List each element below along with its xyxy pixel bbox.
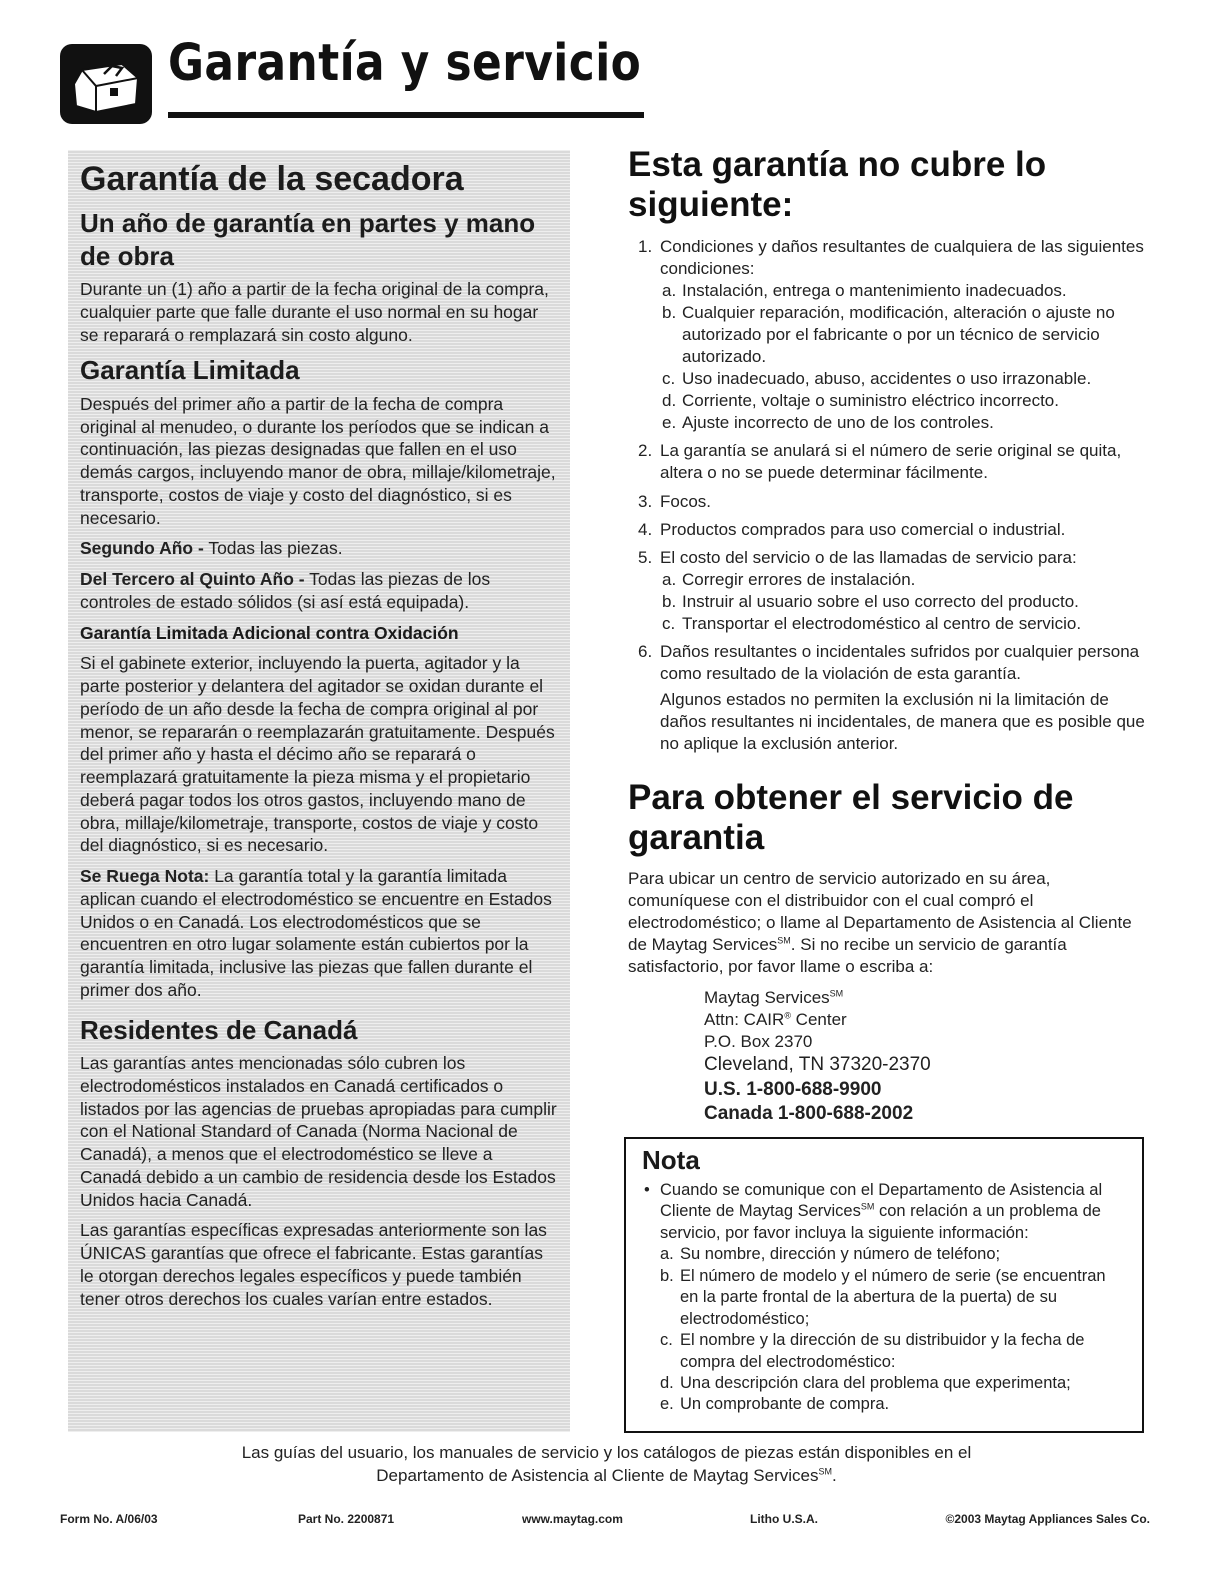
canada-text-1: Las garantías antes mencionadas sólo cubren los electrodomésticos instalados en Canadá certificados o listados por las agencias de pruebas apropiadas para cumplir con el National Standard of Canada (Norma Nacional de Canadá), a menos que el electrodoméstico se lleve a Canadá debido a un cambio de residencia desde los Estados Unidos hacia Canadá. — [80, 1053, 557, 1210]
exclusion-subitem: d. Corriente, voltaje o suministro eléctrico incorrecto. — [662, 391, 1059, 411]
nota-box — [624, 1137, 1144, 1433]
form-number: Form No. A/06/03 — [60, 1512, 158, 1526]
exclusion-subitem: a. Instalación, entrega o mantenimiento inadecuados. — [662, 280, 1067, 300]
please-note-label: Se Ruega Nota: — [80, 866, 210, 886]
exclusion-item — [620, 236, 1150, 435]
service-text-b: . Si no recibe un servicio de garantía satisfactorio, por favor llame o escriba a: — [628, 935, 1067, 977]
nota-item: b. El número de modelo y el número de serie (se encuentran en la parte frontal de la abertura de la puerta) de su electrodoméstico; — [660, 1266, 1106, 1328]
exclusion-text: Daños resultantes o incidentales sufridos por cualquier persona como resultado de la violación de esta garantía. — [660, 642, 1140, 684]
bullet-icon: • — [644, 1181, 650, 1199]
address-name: Maytag Services℠ — [704, 987, 844, 1007]
exclusions-list — [620, 236, 1150, 686]
nota-title: Nota — [642, 1145, 700, 1175]
third-fifth-year-detail: Todas las piezas de los controles de estado sólidos (si así está equipada). — [80, 569, 491, 612]
rust-warranty-heading: Garantía Limitada Adicional contra Oxidación — [80, 622, 459, 643]
nota-item: c. El nombre y la dirección de su distribuidor y la fecha de compra del electrodoméstico: — [660, 1331, 1085, 1371]
second-year-detail: Todas las piezas. — [203, 538, 343, 559]
website-link[interactable]: www.maytag.com — [522, 1512, 623, 1526]
nota-item: d. Una descripción clara del problema que experimenta; — [660, 1373, 1071, 1392]
exclusion-subitem: c. Uso inadecuado, abuso, accidentes o uso irrazonable. — [662, 369, 1092, 389]
address-city: Cleveland, TN 37320-2370 — [704, 1053, 931, 1075]
exclusion-text: El costo del servicio o de las llamadas de servicio para: — [660, 547, 1077, 567]
third-fifth-year-text — [80, 568, 558, 614]
toolbox-icon — [60, 44, 152, 124]
exclusion-number: 2. — [638, 441, 653, 461]
second-year-text — [80, 537, 558, 560]
exclusion-item — [620, 547, 1150, 635]
phone-canada: Canada 1-800-688-2002 — [704, 1103, 914, 1125]
exclusion-text: Condiciones y daños resultantes de cualquiera de las siguientes condiciones: — [660, 236, 1144, 278]
please-note-detail: La garantía total y la garantía limitada aplican cuando el electrodoméstico se encuentre en Estados Unidos o en Canadá. Los electrodomésticos que se encuentren en otro lugar solamente están cubiertos por la garantía limitada, inclusive las piezas que fallen durante el primer dos año. — [80, 866, 552, 1000]
exclusion-text: Productos comprados para uso comercial o industrial. — [660, 519, 1066, 539]
exclusion-sublist — [660, 569, 1150, 635]
litho-text: Litho U.S.A. — [750, 1512, 818, 1526]
exclusion-number: 1. — [638, 236, 653, 256]
sm-mark: SM — [777, 935, 791, 946]
address-box: P.O. Box 2370 — [704, 1031, 813, 1051]
service-address — [704, 987, 1150, 1127]
exclusion-text: La garantía se anulará si el número de serie original se quita, altera o no se puede determinar fácilmente. — [660, 441, 1122, 483]
nota-item: e. Un comprobante de compra. — [660, 1395, 890, 1414]
limited-warranty-heading: Garantía Limitada — [80, 355, 300, 386]
service-heading: Para obtener el servicio de garantia — [628, 777, 1074, 857]
nota-item: a. Su nombre, dirección y número de teléfono; — [660, 1245, 1001, 1264]
exclusion-number: 6. — [638, 642, 653, 662]
second-year-label: Segundo Año - — [80, 538, 204, 559]
third-fifth-year-label: Del Tercero al Quinto Año - — [80, 569, 305, 589]
address-attn: Attn: CAIR® Center — [704, 1009, 847, 1029]
dryer-warranty-panel — [68, 150, 570, 1432]
nota-list — [642, 1244, 1128, 1416]
exclusion-text: Focos. — [660, 491, 712, 511]
phone-us: U.S. 1-800-688-9900 — [704, 1078, 882, 1100]
service-text-a: Para ubicar un centro de servicio autorizado en su área, comuníquese con el distribuidor con el cual compró el electrodoméstico; o llame al Departamento de Asistencia al Cliente de Maytag Services — [628, 869, 1132, 955]
exclusions-note: Algunos estados no permiten la exclusión ni la limitación de daños resultantes ni incidentales, de manera que es posible que no aplique la exclusión anterior. — [660, 690, 1145, 754]
page-title: Garantía y servicio — [168, 34, 642, 93]
copyright-text: ©2003 Maytag Appliances Sales Co. — [945, 1512, 1150, 1526]
footer-line-2: Departamento de Asistencia al Cliente de Maytag Services℠. — [376, 1465, 837, 1485]
exclusion-number: 4. — [638, 519, 653, 539]
dryer-warranty-heading: Garantía de la secadora — [80, 160, 464, 198]
canada-heading: Residentes de Canadá — [80, 1014, 358, 1045]
limited-warranty-text: Después del primer año a partir de la fecha de compra original al menudeo, o durante los períodos que se indican a continuación, las piezas designadas que fallen en el uso demás cargos, incluyendo manor de obra, millaje/kilometraje, transporte, costos de viaje y costo del diagnóstico, si es necesario. — [80, 393, 556, 528]
exclusion-number: 3. — [638, 491, 653, 511]
exclusion-subitem: b. Instruir al usuario sobre el uso correcto del producto. — [662, 591, 1079, 611]
canada-text-2: Las garantías específicas expresadas anteriormente son las ÚNICAS garantías que ofrece el fabricante. Estas garantías le otorgan derechos legales específicos y puede también tener otros derechos los cuales varían entre estados. — [80, 1220, 547, 1309]
title-rule — [168, 112, 644, 118]
one-year-heading: Un año de garantía en partes y mano de obra — [80, 208, 536, 271]
exclusion-subitem: c. Transportar el electrodoméstico al centro de servicio. — [662, 614, 1082, 633]
nota-bullet: • Cuando se comunique con el Departamento de Asistencia al Cliente de Maytag Services℠ con relación a un problema de servicio, por favor incluya la siguiente información: — [644, 1181, 1103, 1242]
footer-bar — [60, 1512, 1150, 1532]
exclusion-sublist — [660, 280, 1150, 435]
exclusion-item — [620, 491, 1150, 513]
exclusion-subitem: e. Ajuste incorrecto de uno de los controles. — [662, 413, 994, 433]
exclusion-subitem: a. Corregir errores de instalación. — [662, 569, 916, 589]
exclusion-item — [620, 641, 1150, 685]
please-note-text — [80, 865, 558, 1002]
page-header — [60, 34, 642, 120]
footer-note — [0, 1442, 1213, 1488]
right-column — [620, 145, 1150, 1127]
exclusion-item — [620, 440, 1150, 484]
exclusion-number: 5. — [638, 547, 653, 567]
exclusion-item — [620, 519, 1150, 541]
service-text — [628, 868, 1150, 978]
footer-line-1: Las guías del usuario, los manuales de servicio y los catálogos de piezas están disponibles en el — [241, 1443, 972, 1462]
exclusions-heading: Esta garantía no cubre lo siguiente: — [628, 145, 1047, 225]
exclusion-subitem: b. Cualquier reparación, modificación, alteración o ajuste no autorizado por el fabricante o por un técnico de servicio autorizado. — [662, 302, 1115, 366]
part-number: Part No. 2200871 — [298, 1512, 395, 1526]
one-year-text: Durante un (1) año a partir de la fecha original de la compra, cualquier parte que falle durante el uso normal en su hogar se reparará o remplazará sin costo alguno. — [80, 279, 549, 345]
rust-warranty-text: Si el gabinete exterior, incluyendo la puerta, agitador y la parte posterior y delantera del agitador se oxidan durante el período de un año desde la fecha de compra original al por menor, se repararán o reemplazarán gratuitamente. Después del primer año y hasta el décimo año se reparará o reemplazará gratuitamente la pieza misma y el propietario deberá pagar todos los otros gastos, incluyendo mano de obra, millaje/kilometraje, transporte, costos de viaje y costo del diagnóstico, si es necesario. — [80, 653, 555, 856]
